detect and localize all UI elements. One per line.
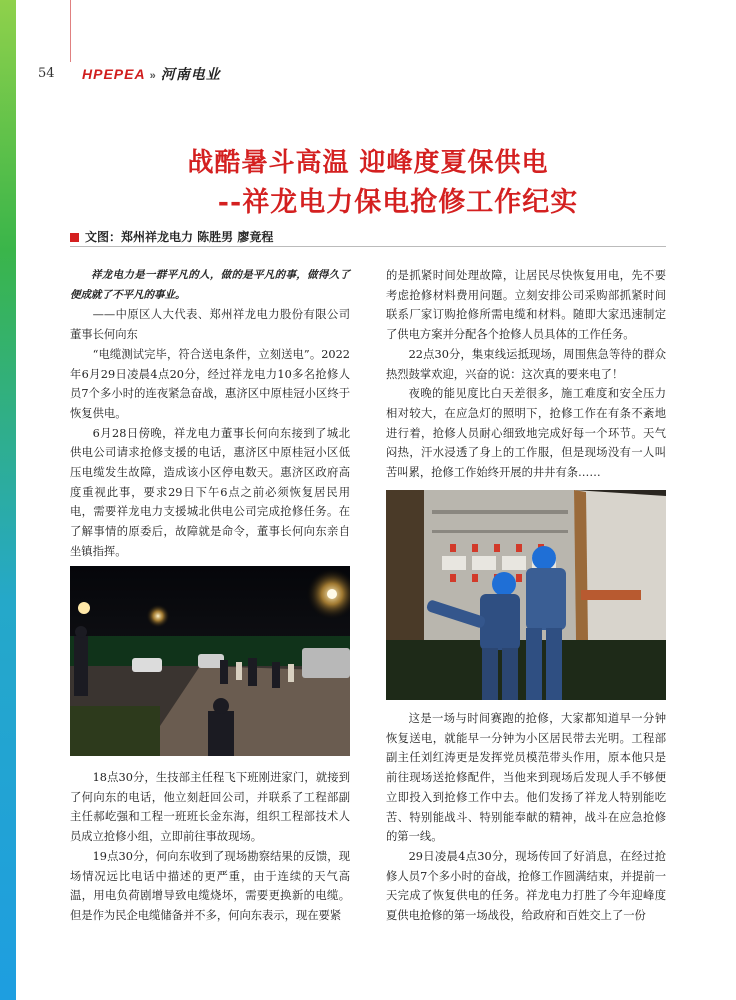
- paragraph: 22点30分，集束线运抵现场，周围焦急等待的群众热烈鼓掌欢迎，兴奋的说：这次真的要来电了！: [386, 347, 666, 381]
- intro-quote: 祥龙电力是一群平凡的人，做的是平凡的事，做得久了便成就了不平凡的事业。: [70, 269, 350, 301]
- byline-divider: [70, 246, 666, 247]
- brand-separator: »: [149, 70, 157, 82]
- right-column-top: [386, 266, 666, 483]
- repair-workers-photo: [386, 490, 666, 700]
- paragraph: 19点30分，何向东收到了现场勘察结果的反馈，现场情况远比电话中描述的更严重，由于连续的天气高温，用电负荷剧增导致电缆烧坏，需要更换新的电缆。但是作为民企电缆储备并不多，何向东表示，现在要紧: [70, 849, 350, 922]
- right-column-bottom: [386, 709, 666, 926]
- byline-marker-icon: [70, 233, 79, 242]
- page-number: 54: [38, 66, 55, 81]
- brand-chinese: 河南电业: [160, 67, 221, 83]
- paragraph: 29日凌晨4点30分，现场传回了好消息，在经过抢修人员7个多小时的奋战，抢修工作圆满结束，并提前一天完成了恢复供电的任务。祥龙电力打胜了今年迎峰度夏供电抢修的第一场战役，给政府和百姓交上了一份: [386, 849, 666, 923]
- byline: [70, 228, 273, 245]
- magazine-brand: [82, 64, 221, 84]
- paragraph: “电缆测试完毕，符合送电条件，立刻送电”。2022年6月29日凌晨4点20分，经过祥龙电力10多名抢修人员7个多小时的连夜紧急奋战，惠济区中原桂冠小区终于恢复供电。: [70, 347, 350, 420]
- intro-attribution: ——中原区人大代表、郑州祥龙电力股份有限公司董事长何向东: [70, 308, 350, 342]
- byline-text: 文图：郑州祥龙电力 陈胜男 廖竟程: [85, 230, 274, 244]
- paragraph: 夜晚的能见度比白天差很多，施工难度和安全压力相对较大，在应急灯的照明下，抢修工作在有条不紊地进行着，抢修人员耐心细致地完成好每一个环节。天气闷热，汗水浸透了身上的工作服，但是现场没有一人叫苦叫累，抢修工作始终开展的井井有条……: [386, 387, 666, 480]
- night-scene-photo: [70, 566, 350, 756]
- paragraph: 6月28日傍晚，祥龙电力董事长何向东接到了城北供电公司请求抢修支援的电话，惠济区中原桂冠小区低压电缆发生故障，造成该小区停电数天。惠济区政府高度重视此事，要求29日下午6点之前必须恢复居民用电，需要祥龙电力支援城北供电公司完成抢修任务。在了解事情的原委后，故障就是命令，董事长何向东亲自坐镇指挥。: [70, 426, 350, 558]
- article-title-line2: --祥龙电力保电抢修工作纪实: [217, 187, 579, 218]
- paragraph: 18点30分，生技部主任程飞下班刚进家门，就接到了何向东的电话，他立刻赶回公司，并联系了工程部副主任郝屹强和工程一班班长金东海，组织工程部技术人员成立抢修小组，立即前往事故现场。: [70, 771, 350, 844]
- paragraph: 的是抓紧时间处理故障，让居民尽快恢复用电，先不要考虑抢修材料费用问题。立刻安排公司采购部抓紧时间联系厂家订购抢修所需电缆和材料。随即大家迅速制定了供电方案并分配各个抢修人员具体的工作任务。: [386, 269, 666, 342]
- header-rule: [70, 0, 71, 62]
- left-column-bottom: [70, 768, 350, 926]
- paragraph: 这是一场与时间赛跑的抢修，大家都知道早一分钟恢复送电，就能早一分钟为小区居民带去光明。工程部副主任刘红涛更是发挥党员模范带头作用，原本他只是前往现场送抢修配件，当他来到现场后发现人手不够便立即投入到抢修工作中去。他们发扬了祥龙人特别能吃苦、特别能战斗、特别能奉献的精神，战斗在应急抢修的第一线。: [386, 712, 666, 844]
- brand-latin: HPEPEA: [82, 66, 146, 82]
- article-title-line1: 战酷暑斗高温 迎峰度夏保供电: [187, 148, 549, 178]
- left-column-top: [70, 266, 350, 562]
